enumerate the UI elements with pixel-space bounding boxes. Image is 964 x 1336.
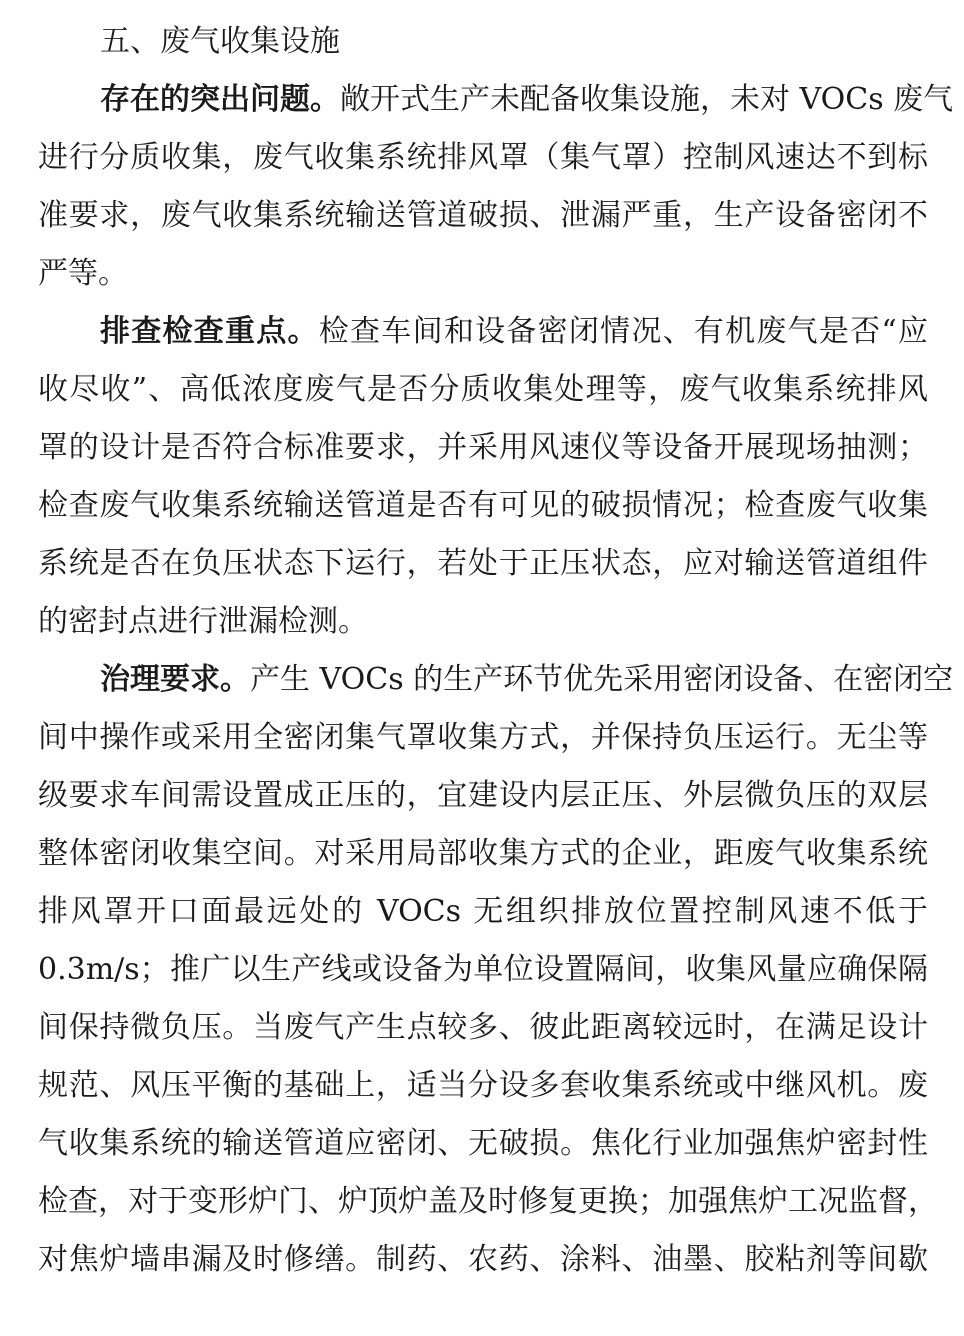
paragraph-3-line-1 [100, 651, 954, 709]
paragraph-1-line-1 [100, 71, 954, 129]
paragraph-2-line-4: 检查废气收集系统输送管道是否有可见的破损情况；检查废气收集 [38, 488, 928, 523]
paragraph-3-lead: 治理要求。 [100, 662, 250, 697]
paragraph-2-line-6: 的密封点进行泄漏检测。 [38, 604, 368, 639]
paragraph-2-text: 检查车间和设备密闭情况、有机废气是否“应 [318, 314, 928, 349]
paragraph-2-lead: 排查检查重点。 [100, 314, 319, 349]
paragraph-1-line-4: 严等。 [38, 256, 128, 291]
paragraph-3-text: 产生 VOCs 的生产环节优先采用密闭设备、在密闭空 [250, 662, 954, 697]
paragraph-3-line-4: 整体密闭收集空间。对采用局部收集方式的企业，距废气收集系统 [38, 836, 928, 871]
paragraph-2-line-3: 罩的设计是否符合标准要求，并采用风速仪等设备开展现场抽测； [38, 430, 928, 465]
paragraph-3-line-2: 间中操作或采用全密闭集气罩收集方式，并保持负压运行。无尘等 [38, 720, 928, 755]
paragraph-1-lead: 存在的突出问题。 [100, 82, 340, 117]
paragraph-3-line-3: 级要求车间需设置成正压的，宜建设内层正压、外层微负压的双层 [38, 778, 928, 813]
paragraph-3-line-10: 检查，对于变形炉门、炉顶炉盖及时修复更换；加强焦炉工况监督， [38, 1184, 938, 1219]
paragraph-3-line-11: 对焦炉墙串漏及时修缮。制药、农药、涂料、油墨、胶粘剂等间歇 [38, 1242, 928, 1277]
paragraph-2-line-5: 系统是否在负压状态下运行，若处于正压状态，应对输送管道组件 [38, 546, 928, 581]
paragraph-3-line-9: 气收集系统的输送管道应密闭、无破损。焦化行业加强焦炉密封性 [38, 1126, 928, 1161]
paragraph-1-line-2: 进行分质收集，废气收集系统排风罩（集气罩）控制风速达不到标 [38, 140, 928, 175]
paragraph-1-text: 敞开式生产未配备收集设施，未对 VOCs 废气 [340, 82, 954, 117]
section-heading: 五、废气收集设施 [100, 24, 340, 59]
paragraph-3-line-7: 间保持微负压。当废气产生点较多、彼此距离较远时，在满足设计 [38, 1010, 928, 1045]
paragraph-3-line-6: 0.3m/s；推广以生产线或设备为单位设置隔间，收集风量应确保隔 [38, 952, 928, 987]
paragraph-2-line-2: 收尽收”、高低浓度废气是否分质收集处理等，废气收集系统排风 [38, 372, 928, 407]
paragraph-1-line-3: 准要求，废气收集系统输送管道破损、泄漏严重，生产设备密闭不 [38, 198, 928, 233]
paragraph-3-line-5: 排风罩开口面最远处的 VOCs 无组织排放位置控制风速不低于 [38, 894, 928, 929]
paragraph-3-line-8: 规范、风压平衡的基础上，适当分设多套收集系统或中继风机。废 [38, 1068, 928, 1103]
paragraph-2-line-1 [100, 303, 928, 361]
